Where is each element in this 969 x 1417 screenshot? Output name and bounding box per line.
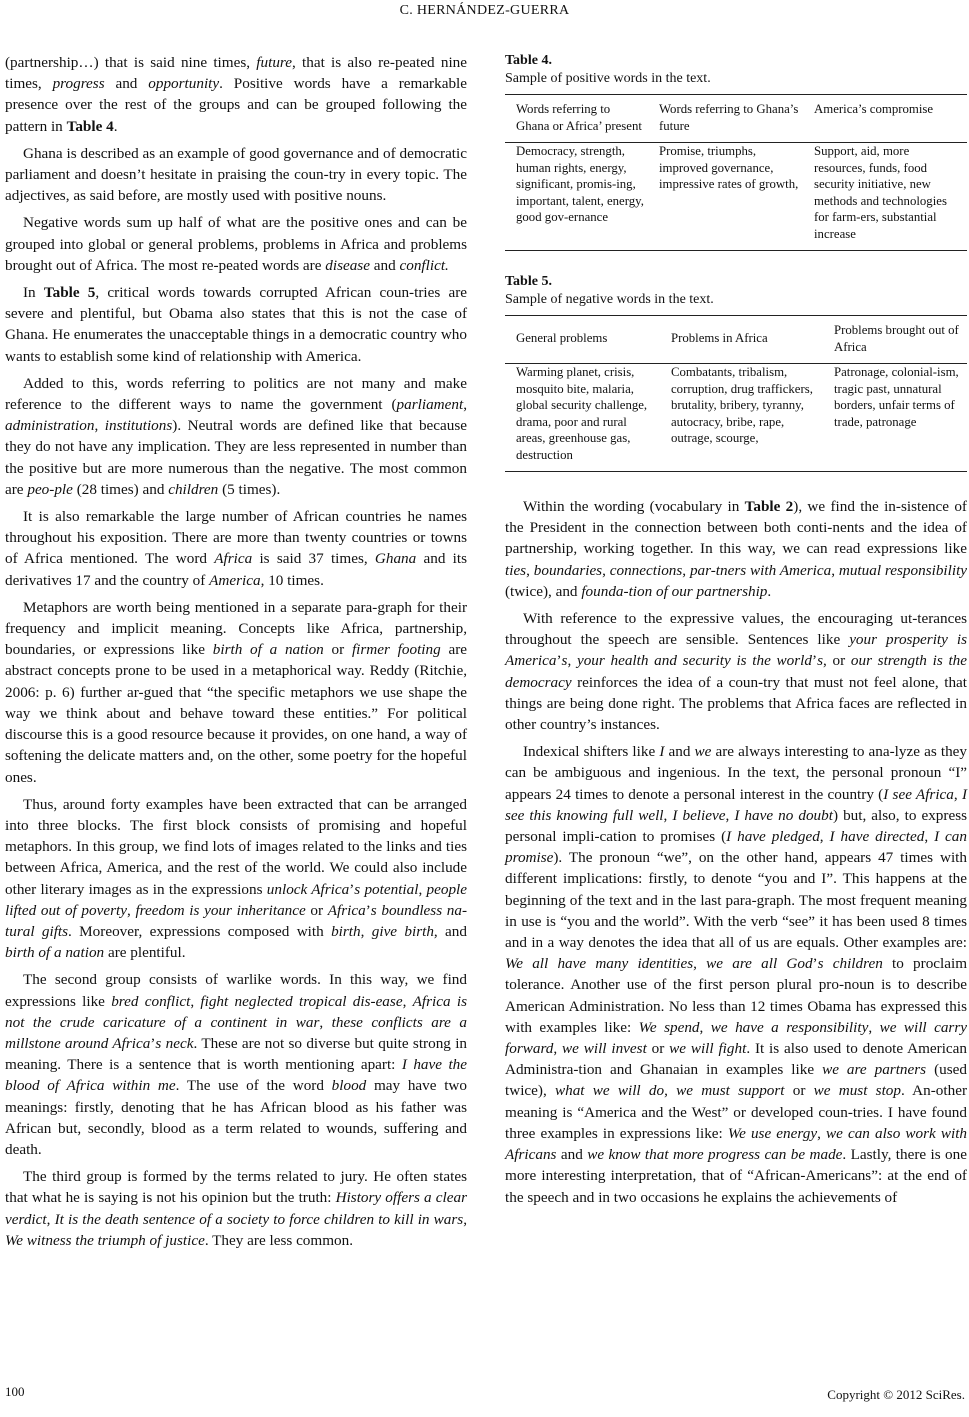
table-cell: Support, aid, more resources, funds, food security initiative, new methods and technologies for farm-ers, substantial increase bbox=[803, 143, 967, 251]
paragraph: Negative words sum up half of what are the positive ones and can be grouped into global or general problems, problems in Africa and problems brought out of Africa. The most re-peated words are disease and conflict. bbox=[5, 214, 467, 274]
table-5 bbox=[505, 273, 967, 472]
table-header: Words referring to Ghana or Africa’ present bbox=[505, 95, 648, 143]
table-cell: Combatants, tribalism, corruption, drug traffickers, brutality, bribery, tyranny, autocracy, bribe, rape, outrage, scourge, bbox=[660, 364, 823, 472]
running-head: C. HERNÁNDEZ-GUERRA bbox=[399, 3, 570, 18]
paragraph: With reference to the expressive values, the encouraging ut-terances throughout the speech are sensible. Sentences like your prosperity is America’s, your health and security is the world’s, or our strength is the democracy reinforces the idea of a coun-try that must not feel alone, that things are being done right. The problems that Africa faces are reflected in other country’s instances. bbox=[505, 610, 968, 734]
paragraph: Ghana is described as an example of good governance and of democratic parliament and doesn’t hesitate in praising the coun-try in every topic. The adjectives, as said before, are mostly used with positive nouns. bbox=[5, 144, 467, 205]
paragraph: Indexical shifters like I and we are always interesting to ana-lyze as they can be ambiguous and ingenious. In the text, the personal pronoun “I” appears 24 times to denote a personal interest in the country (I see Africa, I see this knowing full well, I believe, I have no doubt) but, also, to express personal impli-cation to promises (I have pledged, I have directed, I can promise). The pronoun “we”, on the other hand, appears 47 times with different implications: firstly, to denote “you and I”. This happens at the beginning of the text and in the last para-graph. The most frequent meaning in use is “you and the world”. With the verb “see” it has been used 8 times and in a way denotes the idea that all of us are equals. Other examples are: We all have many identities, we are all God’s children to proclaim tolerance. Another use of the first person plural pro-noun is to describe American Administration. No less than 12 times Obama has expressed this with examples like: We spend, we have a responsibility, we will carry forward, we will invest or we will fight. It is also used to denote American Administra-tion and Ghanaian in examples like we are partners (used twice), what we will do, we must support or we must stop. An-other meaning is “America and the West” or developed coun-tries. I have found three examples in expressions like: We use energy, we can also work with Africans and we know that more progress can be made. Lastly, there is one more interesting interpretation, that of “African-Americans”: at the end of the speech and in two occasions he explains the achievements of bbox=[505, 743, 968, 1206]
table-header: Problems in Africa bbox=[660, 316, 823, 364]
table-header: Problems brought out of Africa bbox=[823, 316, 967, 364]
paragraph: Added to this, words referring to politics are not many and make reference to the different ways to name the government (parliament, administration, institutions). Neutral words are defined like that because they do not have any implication. They are less represented in number than the positive but are more numerous than the negative. The most common are peo-ple (28 times) and children (5 times). bbox=[5, 374, 468, 498]
paragraph: Metaphors are worth being mentioned in a separate para-graph for their frequency and implicit meaning. Concepts like Africa, partnership, boundaries, or expressions like birth of a nation or firmer footing are abstract concepts prone to be used in a metaphorical way. Reddy (Ritchie, 2006: p. 6) further ar-gued that “the specific metaphors we use shape the way we think about and behave toward these entities.” For political discourse this is a good resource because it provides, on one hand, a way of softening the delicate matters and, on the other, some poetry for the hopeful ones. bbox=[5, 598, 468, 786]
paragraph: Thus, around forty examples have been extracted that can be arranged into three blocks. The first block consists of promising and hopeful metaphors. In this group, we find lots of images related to the links and ties between Africa, America, and the rest of the world. We could also include other literary images as in the expressions unlock Africa’s potential, people lifted out of poverty, freedom is your inheritance or Africa’s boundless na-tural gifts. Moreover, expressions composed with birth, give birth, and birth of a nation are plentiful. bbox=[5, 795, 468, 962]
paragraph: (partnership…) that is said nine times, future, that is also re-peated nine times, progress and opportunity. Positive words have a remarkable presence over the rest of the groups and can be grouped following the pattern in Table 4. bbox=[5, 54, 468, 135]
table-header: Words referring to Ghana’s future bbox=[648, 95, 803, 143]
table-header: General problems bbox=[505, 316, 660, 364]
paragraph: The second group consists of warlike words. In this way, we find expressions like bred conflict, fight neglected tropical dis-ease, Africa is not the crude caricature of a continent in war, these conflicts are a millstone around Africa’s neck. These are not so diverse but quite strong in meaning. There is a sentence that is worth mentioning apart: I have the blood of Africa within me. The use of the word blood may have two meanings: firstly, denoting that he has African blood as his father was African but, secondly, blood as a term related to wounds, suffering and death. bbox=[5, 971, 468, 1158]
copyright-notice: Copyright © 2012 SciRes. bbox=[827, 1387, 965, 1402]
table-label: Table 5. bbox=[505, 274, 552, 289]
table-caption: Sample of negative words in the text. bbox=[505, 292, 714, 307]
table-cell: Warming planet, crisis, mosquito bite, malaria, global security challenge, drama, poor and rural areas, greenhouse gas, destruction bbox=[505, 364, 660, 472]
right-column bbox=[505, 52, 967, 1214]
table-label: Table 4. bbox=[505, 53, 552, 68]
paragraph: It is also remarkable the large number of African countries he names throughout his exposition. There are more than twenty countries or towns of Africa mentioned. The word Africa is said 37 times, Ghana and its derivatives 17 and the country of America, 10 times. bbox=[5, 508, 468, 589]
paragraph: Within the wording (vocabulary in Table 2), we find the in-sistence of the President in the connection between both conti-nents and the idea of partnership, working together. In this way, we can read expressions like ties, boundaries, connections, par-tners with America, mutual responsibility (twice), and founda-tion of our partnership. bbox=[505, 498, 968, 600]
page-number: 100 bbox=[5, 1384, 25, 1399]
table-cell: Democracy, strength, human rights, energy, significant, promis-ing, important, talent, energy, good gov-ernance bbox=[505, 143, 648, 251]
table-cell: Patronage, colonial-ism, tragic past, unnatural borders, unfair terms of trade, patronage bbox=[823, 364, 967, 472]
table-4 bbox=[505, 52, 967, 251]
paragraph: The third group is formed by the terms related to jury. He often states that what he is saying is not his opinion but the truth: History offers a clear verdict, It is the death sentence of a society to force children to kill in wars, We witness the triumph of justice. They are less common. bbox=[5, 1168, 468, 1249]
table-header: America’s compromise bbox=[803, 95, 967, 143]
table-caption: Sample of positive words in the text. bbox=[505, 71, 711, 86]
table-cell: Promise, triumphs, improved governance, impressive rates of growth, bbox=[648, 143, 803, 251]
left-column bbox=[5, 52, 467, 1257]
paragraph: In Table 5, critical words towards corrupted African coun-tries are severe and plentiful, but Obama also states that this is not the case of Ghana. He enumerates the unacceptable things in a democratic country who wants to establish some kind of relationship with America. bbox=[5, 284, 467, 365]
